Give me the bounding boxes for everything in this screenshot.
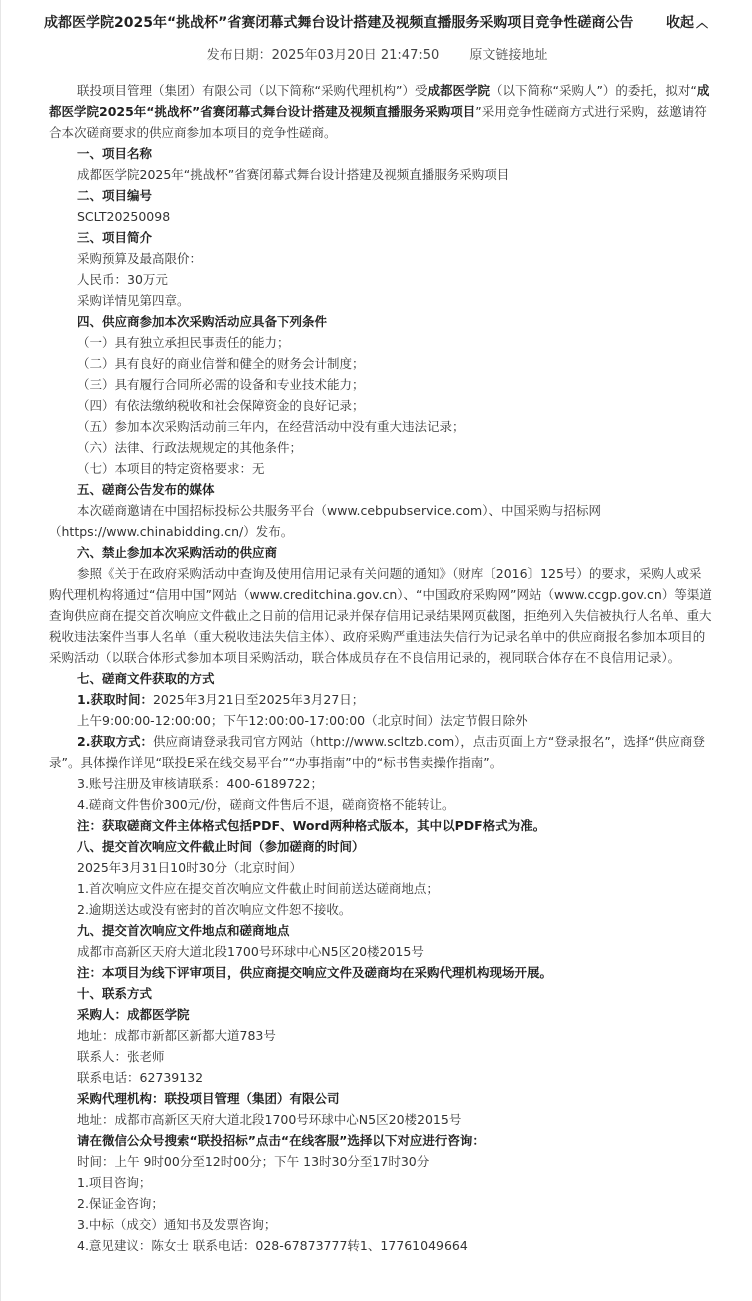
- registration-contact: 3.账号注册及审核请联系：400-6189722；: [77, 776, 323, 791]
- acquire-hours: 上午9:00:00-12:00:00；下午12:00:00-17:00:00（北京时间）法定节假日除外: [77, 713, 528, 728]
- meta-bar: [1, 46, 752, 66]
- service-hours: 时间：上午 9时00分至12时00分；下午 13时30分至17时30分: [77, 1154, 430, 1169]
- publish-date: 发布日期：2025年03月20日 21:47:50: [206, 48, 440, 63]
- acquire-method-label: 2.获取方式：: [77, 734, 153, 749]
- acquire-time-value: 2025年3月21日至2025年3月27日；: [152, 692, 365, 707]
- consult-item: 4.意见建议：陈女士 联系电话：028-67873777转1、17761049664: [77, 1238, 468, 1253]
- intro-purchaser: 成都医学院: [427, 83, 490, 98]
- condition-item: （二）具有良好的商业信誉和健全的财务会计制度；: [77, 356, 365, 371]
- header: [1, 0, 752, 44]
- source-link[interactable]: 原文链接地址: [469, 48, 548, 63]
- project-name: 成都医学院2025年“挑战杯”省赛闭幕式舞台设计搭建及视频直播服务采购项目: [77, 167, 510, 182]
- credit-paragraph: 参照《关于在政府采购活动中查询及使用信用记录有关问题的通知》（财库〔2016〕125号）的要求，采购人或采购代理机构将通过“信用中国”网站（www.creditchina.gov.cn）、“中国政府采购网”网站（www.ccgp.gov.cn）等渠道查询供应商在提交首次响应文件截止之日前的信用记录并保存信用记录结果网页截图，拒绝列入失信被执行人名单、重大税收违法案件当事人名单（重大税收违法失信主体）、政府采购严重违法失信行为记录名单中的供应商报名参加本项目的采购活动（以联合体形式参加本项目采购活动，联合体成员存在不良信用记录的，视同联合体存在不良信用记录）。: [49, 566, 712, 665]
- condition-item: （三）具有履行合同所必需的设备和专业技术能力；: [77, 377, 365, 392]
- section-8-heading: 八、提交首次响应文件截止时间（参加磋商的时间）: [77, 839, 365, 854]
- intro-project: 成都医学院2025年“挑战杯”省赛闭幕式舞台设计搭建及视频直播服务采购项目: [49, 83, 710, 119]
- section-3-heading: 三、项目简介: [77, 230, 153, 245]
- purchaser-contact: 联系人：张老师: [77, 1049, 165, 1064]
- wechat-instruction: 请在微信公众号搜索“联投招标”点击“在线客服”选择以下对应进行咨询：: [77, 1133, 485, 1148]
- intro-text-3: ”采用竞争性磋商方式进行采购，兹邀请符合本次磋商要求的供应商参加本项目的竞争性磋商。: [49, 104, 707, 140]
- venue-note: 注：本项目为线下评审项目，供应商提交响应文件及磋商均在采购代理机构现场开展。: [77, 965, 553, 980]
- section-6-heading: 六、禁止参加本次采购活动的供应商: [77, 545, 278, 560]
- purchaser-address: 地址：成都市新都区新都大道783号: [77, 1028, 276, 1043]
- acquire-time: [49, 689, 713, 710]
- consult-item: 1.项目咨询；: [77, 1175, 152, 1190]
- section-2-heading: 二、项目编号: [77, 188, 153, 203]
- budget-value: 人民币：30万元: [77, 272, 168, 287]
- page-title: 成都医学院2025年“挑战杯”省赛闭幕式舞台设计搭建及视频直播服务采购项目竞争性磋商公告: [44, 15, 634, 31]
- agency-address: 地址：成都市高新区天府大道北段1700号环球中心N5区20楼2015号: [77, 1112, 462, 1127]
- chevron-up-icon: ︿: [696, 16, 709, 30]
- section-9-heading: 九、提交首次响应文件地点和磋商地点: [77, 923, 290, 938]
- deadline: 2025年3月31日10时30分（北京时间）: [77, 860, 302, 875]
- format-note: 注：获取磋商文件主体格式包括PDF、Word两种格式版本，其中以PDF格式为准。: [77, 818, 546, 833]
- project-number: SCLT20250098: [77, 209, 171, 224]
- consult-item: 3.中标（成交）通知书及发票咨询；: [77, 1217, 277, 1232]
- purchaser-phone: 联系电话：62739132: [77, 1070, 204, 1085]
- budget-label: 采购预算及最高限价：: [77, 251, 203, 266]
- condition-item: （五）参加本次采购活动前三年内，在经营活动中没有重大违法记录；: [77, 419, 465, 434]
- intro-paragraph: [49, 80, 713, 143]
- venue-address: 成都市高新区天府大道北段1700号环球中心N5区20楼2015号: [77, 944, 424, 959]
- document-price: 4.磋商文件售价300元/份，磋商文件售后不退，磋商资格不能转让。: [77, 797, 455, 812]
- condition-item: （四）有依法缴纳税收和社会保障资金的良好记录；: [77, 398, 365, 413]
- acquire-method-value: 供应商请登录我司官方网站（http://www.scltzb.com），点击页面上方“登录报名”，选择“供应商登录”。具体操作详见“联投E采在线交易平台”“办事指南”中的“标书售卖操作指南”。: [49, 734, 705, 770]
- article-body: [49, 80, 713, 1256]
- section-7-heading: 七、磋商文件获取的方式: [77, 671, 215, 686]
- condition-item: （七）本项目的特定资格要求：无: [77, 461, 265, 476]
- purchaser-name: 采购人：成都医学院: [77, 1007, 190, 1022]
- collapse-label: 收起: [666, 15, 694, 31]
- details-ref: 采购详情见第四章。: [77, 293, 190, 308]
- acquire-method: [49, 731, 713, 773]
- collapse-button[interactable]: [666, 12, 708, 34]
- section-1-heading: 一、项目名称: [77, 146, 153, 161]
- acquire-time-label: 1.获取时间：: [77, 692, 153, 707]
- media-paragraph: 本次磋商邀请在中国招标投标公共服务平台（www.cebpubservice.com）、中国采购与招标网（https://www.chinabidding.cn/）发布。: [49, 503, 601, 539]
- intro-text-2: （以下简称“采购人”）的委托，拟对“: [489, 83, 697, 98]
- agency-name: 采购代理机构：联投项目管理（集团）有限公司: [77, 1091, 340, 1106]
- intro-text-1: 联投项目管理（集团）有限公司（以下简称“采购代理机构”）受: [77, 83, 428, 98]
- condition-item: （一）具有独立承担民事责任的能力；: [77, 335, 290, 350]
- section-5-heading: 五、磋商公告发布的媒体: [77, 482, 215, 497]
- section-4-heading: 四、供应商参加本次采购活动应具备下列条件: [77, 314, 328, 329]
- condition-item: （六）法律、行政法规规定的其他条件；: [77, 440, 303, 455]
- consult-item: 2.保证金咨询；: [77, 1196, 164, 1211]
- section-10-heading: 十、联系方式: [77, 986, 153, 1001]
- deadline-rule-1: 1.首次响应文件应在提交首次响应文件截止时间前送达磋商地点；: [77, 881, 439, 896]
- deadline-rule-2: 2.逾期送达或没有密封的首次响应文件恕不接收。: [77, 902, 352, 917]
